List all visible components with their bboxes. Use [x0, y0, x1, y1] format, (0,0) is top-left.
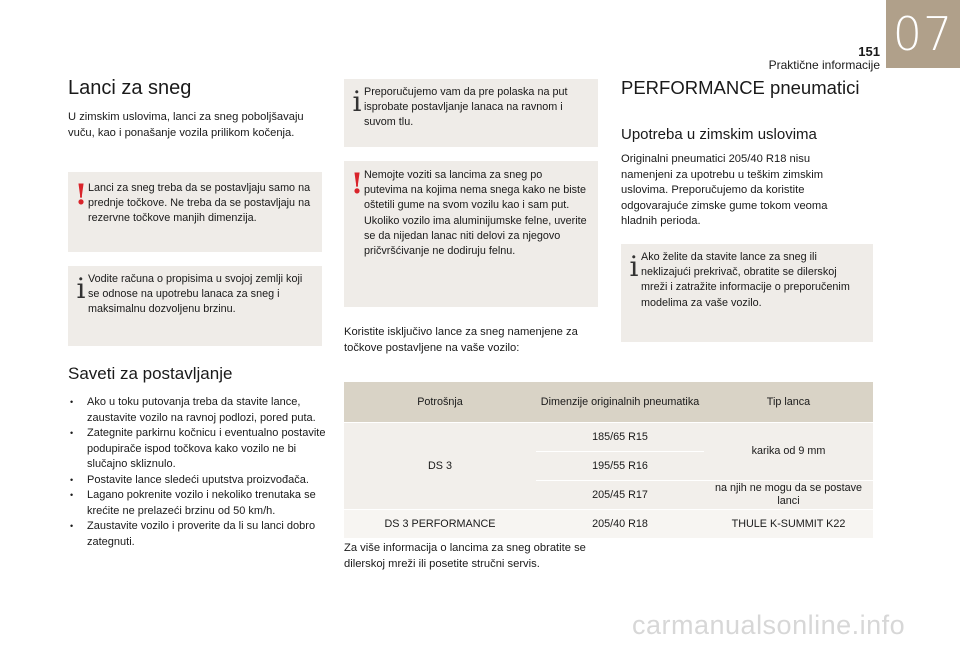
info-box-dealer	[621, 244, 873, 342]
warning-text: Lanci za sneg treba da se postavljaju samo na prednje točkove. Ne treba da se postavljaju na rezervne točkove manjih dimenzija.	[88, 182, 311, 225]
info-icon: i	[629, 250, 639, 283]
right-paragraph: Originalni pneumatici 205/40 R18 nisu namenjeni za upotrebu u teškim zimskim uslovima. Preporučujemo da koristite odgovarajuće zimske gume tokom veoma hladnih perioda.	[621, 153, 828, 227]
table-row	[344, 423, 873, 452]
bullet-icon: •	[70, 474, 74, 485]
list-item: • Ako u toku putovanja treba da stavite lance, zaustavite vozilo na ravnoj podlozi, pored puta.	[70, 396, 316, 424]
info-icon: i	[76, 272, 86, 305]
model-cell: DS 3	[344, 423, 536, 510]
chain-cell: karika od 9 mm	[704, 423, 873, 481]
info-text: Preporučujemo vam da pre polaska na put isprobate postavljanje lanaca na ravnom i suvom tlu.	[364, 86, 568, 129]
list-item: • Zaustavite vozilo i proverite da li su lanci dobro zategnuti.	[70, 520, 316, 548]
chains-table	[344, 382, 873, 538]
chapter-number: 07	[892, 7, 954, 61]
bullet-icon: •	[70, 521, 74, 531]
chapter-tab	[886, 0, 960, 68]
chain-cell: THULE K-SUMMIT K22	[704, 510, 873, 539]
warning-icon: !	[350, 167, 364, 200]
size-cell: 205/45 R17	[536, 481, 704, 510]
table-intro: Koristite isključivo lance za sneg namenjene za točkove postavljene na vaše vozilo:	[344, 326, 578, 354]
watermark: carmanualsonline.info	[632, 610, 906, 640]
tips-list	[70, 395, 326, 550]
subtitle-fitting-tips: Saveti za postavljanje	[68, 364, 233, 383]
list-item: • Postavite lance sledeći uputstva proizvođača.	[70, 473, 326, 489]
table-header-row	[344, 382, 873, 423]
info-text: Vodite računa o propisima u svojoj zemlji koji se odnose na upotrebu lanaca za sneg i maksimalnu dozvoljenu brzinu.	[88, 273, 303, 316]
chain-cell: na njih ne mogu da se postave lanci	[704, 481, 873, 510]
page-number: 151	[858, 44, 880, 59]
footer-note: Za više informacija o lancima za sneg obratite se dilerskoj mreži ili posetite stručni servis.	[344, 542, 586, 570]
right-subtitle: Upotreba u zimskim uslovima	[621, 126, 817, 143]
right-title: PERFORMANCE pneumatici	[621, 77, 860, 98]
size-cell: 185/65 R15	[536, 423, 704, 452]
model-cell: DS 3 PERFORMANCE	[344, 510, 536, 539]
page-title: Lanci za sneg	[68, 77, 192, 99]
list-item: • Lagano pokrenite vozilo i nekoliko trenutaka se krećite ne prelazeći brzinu od 50 km/h.	[70, 489, 316, 517]
info-text: Ako želite da stavite lance za sneg ili neklizajući prekrivač, obratite se dilerskoj mreži i zatražite informacije o preporučenim modelima za vaše vozilo.	[641, 251, 850, 309]
info-icon: i	[352, 85, 362, 118]
header-dimensions: Dimenzije originalnih pneumatika	[536, 382, 704, 423]
warning-box-no-snow	[344, 161, 598, 307]
intro-paragraph: U zimskim uslovima, lanci za sneg poboljšavaju vuču, kao i ponašanje vozila prilikom kočenja.	[68, 111, 304, 139]
header-consumption: Potrošnja	[344, 382, 536, 423]
size-cell: 205/40 R18	[536, 510, 704, 539]
info-box-regulations	[68, 266, 322, 346]
table-row	[344, 510, 873, 539]
size-cell: 195/55 R16	[536, 452, 704, 481]
info-box-practice	[344, 79, 598, 147]
list-item: • Zategnite parkirnu kočnicu i eventualno postavite podupirače ispod točkova kako vozilo ne bi slučajno skliznulo.	[70, 427, 326, 470]
warning-box-front-wheels	[68, 172, 322, 252]
warning-text: Nemojte voziti sa lancima za sneg po putevima na kojima nema snega kako ne biste oštetili gume na svom vozilu kao i sam put. Ukoliko vozilo ima aluminijumske felne, uverite se da nijedan lanac niti delovi za njegovo pričvršćivanje ne dodiruju felnu.	[364, 169, 587, 258]
header-chain-type: Tip lanca	[704, 382, 873, 423]
warning-icon: !	[74, 178, 88, 211]
bullet-icon: •	[70, 490, 74, 500]
bullet-icon: •	[70, 428, 74, 438]
section-title: Praktične informacije	[768, 58, 880, 72]
bullet-icon: •	[70, 397, 74, 407]
